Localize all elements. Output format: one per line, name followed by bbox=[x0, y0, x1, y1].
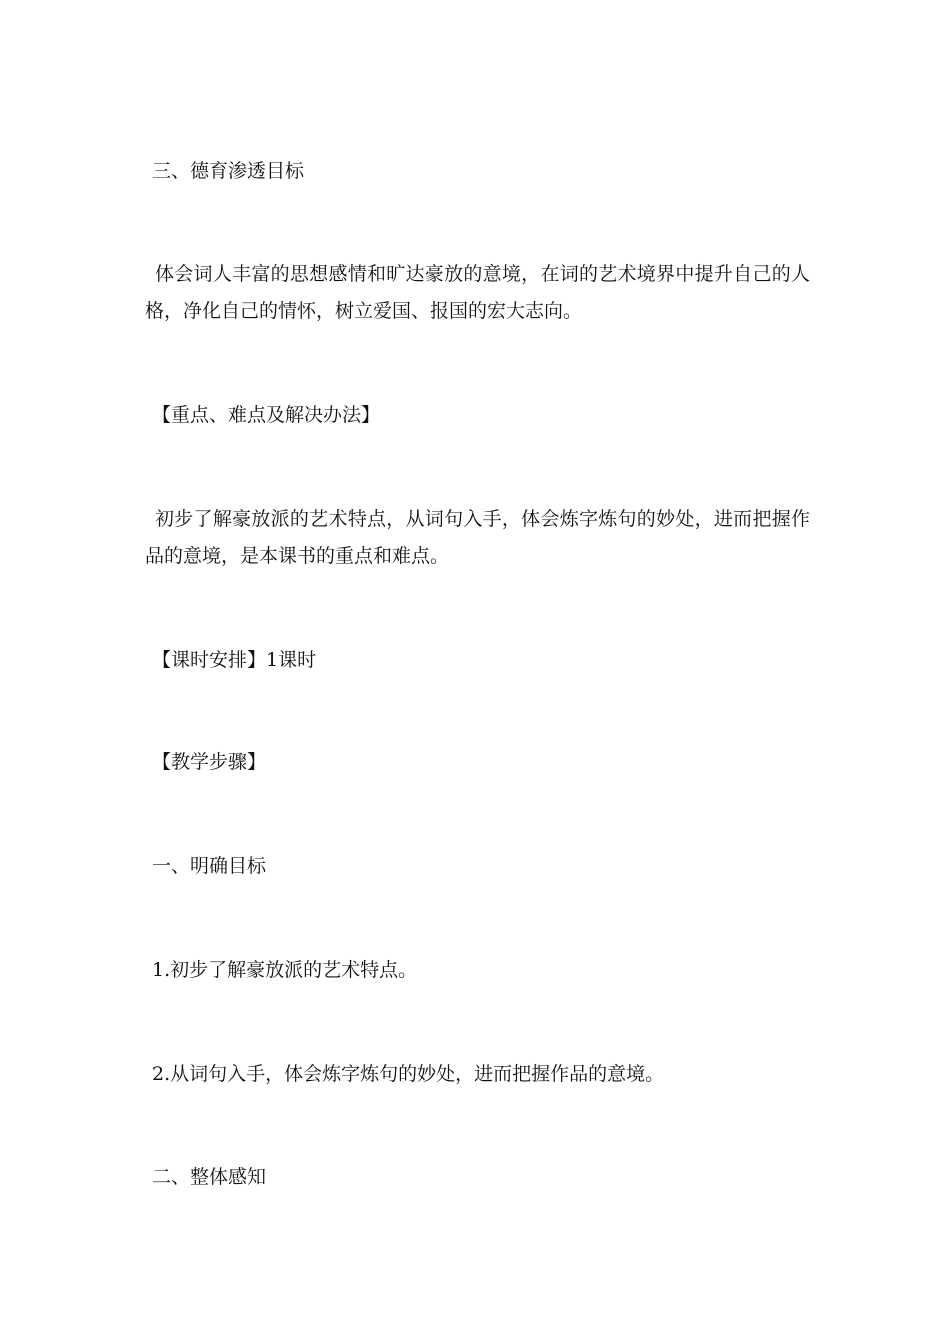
goal-item-1: 1.初步了解豪放派的艺术特点。 bbox=[152, 959, 418, 981]
steps-heading: 【教学步骤】 bbox=[152, 751, 267, 773]
goal-item-2: 2.从词句入手，体会炼字炼句的妙处，进而把握作品的意境。 bbox=[152, 1063, 665, 1085]
moral-paragraph: 体会词人丰富的思想感情和旷达豪放的意境，在词的艺术境界中提升自己的人格，净化自己的情怀，树立爱国、报国的宏大志向。 bbox=[145, 263, 810, 322]
key-points-heading: 【重点、难点及解决办法】 bbox=[152, 404, 381, 426]
step-two-heading: 二、整体感知 bbox=[152, 1166, 267, 1188]
schedule-line: 【课时安排】1课时 bbox=[152, 649, 317, 671]
step-one-heading: 一、明确目标 bbox=[152, 855, 267, 877]
key-points-paragraph: 初步了解豪放派的艺术特点，从词句入手，体会炼字炼句的妙处，进而把握作品的意境，是本课书的重点和难点。 bbox=[145, 508, 810, 567]
section-moral-heading: 三、德育渗透目标 bbox=[152, 160, 305, 182]
